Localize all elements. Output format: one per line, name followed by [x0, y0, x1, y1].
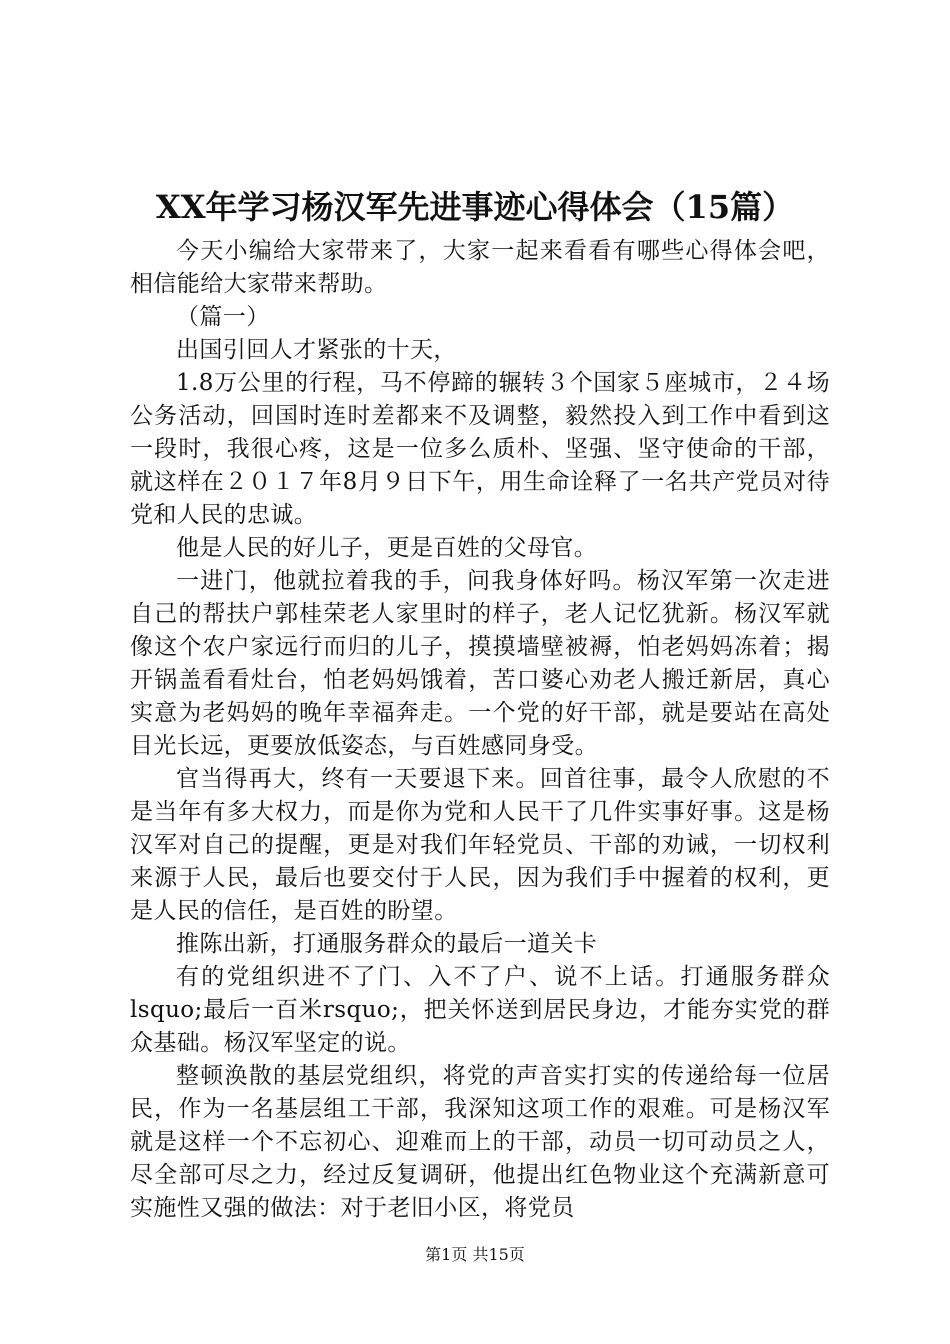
- paragraph: 一进门，他就拉着我的手，问我身体好吗。杨汉军第一次走进自己的帮扶户郭桂荣老人家里时的样子，老人记忆犹新。杨汉军就像这个农户家远行而归的儿子，摸摸墙壁被褥，怕老妈妈冻着；揭开锅盖看看灶台，怕老妈妈饿着，苦口婆心劝老人搬迁新居，真心实意为老妈妈的晚年幸福奔走。一个党的好干部，就是要站在高处目光长远，更要放低姿态，与百姓感同身受。: [130, 568, 830, 759]
- document-title: XX年学习杨汉军先进事迹心得体会（15篇）: [155, 188, 795, 226]
- paragraph: 官当得再大，终有一天要退下来。回首往事，最令人欣慰的不是当年有多大权力，而是你为党和人民干了几件实事好事。这是杨汉军对自己的提醒，更是对我们年轻党员、干部的劝诫，一切权利来源于人民，最后也要交付于人民，因为我们手中握着的权利，更是人民的信任，是百姓的盼望。: [130, 766, 830, 924]
- paragraph: （篇一）: [176, 304, 270, 330]
- paragraph: 他是人民的好儿子，更是百姓的父母官。: [176, 535, 598, 561]
- paragraph: 出国引回人才紧张的十天，: [176, 337, 457, 363]
- page-footer: 第1页 共15页: [425, 1245, 525, 1264]
- paragraph: 推陈出新，打通服务群众的最后一道关卡: [176, 931, 598, 957]
- paragraph: 今天小编给大家带来了，大家一起来看看有哪些心得体会吧，相信能给大家带来帮助。: [130, 238, 830, 297]
- paragraph: 有的党组织进不了门、入不了户、说不上话。打通服务群众lsquo;最后一百米rsquo;，把关怀送到居民身边，才能夯实党的群众基础。杨汉军坚定的说。: [130, 964, 830, 1056]
- paragraph: 整顿涣散的基层党组织，将党的声音实打实的传递给每一位居民，作为一名基层组工干部，我深知这项工作的艰难。可是杨汉军就是这样一个不忘初心、迎难而上的干部，动员一切可动员之人，尽全部可尽之力，经过反复调研，他提出红色物业这个充满新意可实施性又强的做法：对于老旧小区，将党员: [130, 1063, 830, 1221]
- document-body: [130, 235, 830, 1225]
- paragraph: 1.8万公里的行程，马不停蹄的辗转３个国家５座城市，２４场公务活动，回国时连时差都来不及调整，毅然投入到工作中看到这一段时，我很心疼，这是一位多么质朴、坚强、坚守使命的干部，就这样在２０１７年8月９日下午，用生命诠释了一名共产党员对待党和人民的忠诚。: [130, 370, 830, 528]
